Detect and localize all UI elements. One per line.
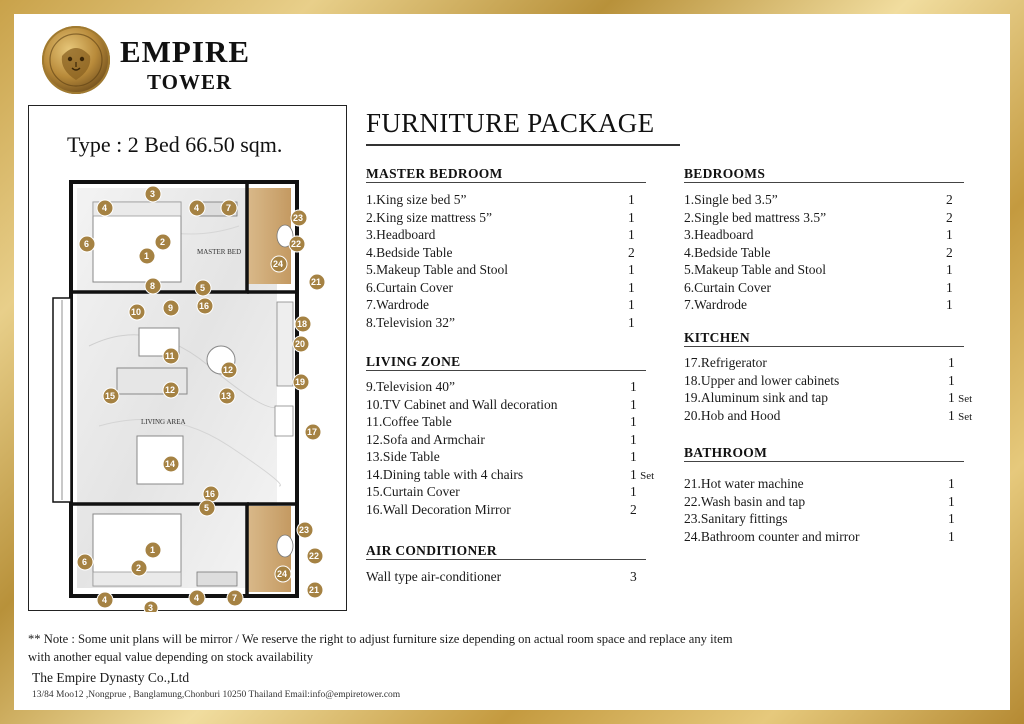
item-qty: 1 [630, 432, 637, 447]
room-label-master-bed: MASTER BED [197, 248, 242, 256]
item-qty: 1 [628, 262, 635, 277]
list-item: 8.Television 32” [366, 315, 456, 330]
disclaimer-note [28, 630, 988, 666]
item-qty: 2 [628, 245, 635, 260]
badge-23 [291, 210, 307, 226]
list-item: 4.Bedside Table [366, 245, 453, 260]
badge-21 [309, 274, 325, 290]
svg-text:22: 22 [309, 551, 320, 561]
list-item: 14.Dining table with 4 chairs [366, 467, 524, 482]
heading-kitchen: KITCHEN [684, 330, 750, 345]
item-qty: 1 Set [948, 408, 973, 423]
badge-17 [305, 424, 321, 440]
svg-text:7: 7 [232, 593, 238, 603]
badge-10 [129, 304, 145, 320]
list-item: 2.Single bed mattress 3.5” [684, 210, 827, 225]
svg-text:24: 24 [277, 569, 288, 579]
svg-text:24: 24 [273, 259, 284, 269]
list-item: 19.Aluminum sink and tap [684, 390, 828, 405]
title-underline [366, 144, 680, 146]
svg-text:5: 5 [204, 503, 210, 513]
badge-22b [307, 548, 323, 564]
list-item: 18.Upper and lower cabinets [684, 373, 840, 388]
svg-text:4: 4 [194, 203, 200, 213]
svg-text:15: 15 [105, 391, 116, 401]
item-qty: 1 [948, 476, 955, 491]
badge-5b [199, 500, 215, 516]
item-qty: 1 [948, 494, 955, 509]
badge-2b [131, 560, 147, 576]
svg-text:1: 1 [144, 251, 150, 261]
badge-7b [227, 590, 243, 606]
badge-16 [197, 298, 213, 314]
badge-1 [139, 248, 155, 264]
list-item: 3.Headboard [684, 227, 754, 242]
list-item: 15.Curtain Cover [366, 484, 460, 499]
item-qty: 1 [630, 449, 637, 464]
divider [684, 182, 964, 183]
list-item: 4.Bedside Table [684, 245, 771, 260]
list-item: 7.Wardrode [366, 297, 430, 312]
badge-4b [189, 200, 205, 216]
svg-text:12: 12 [165, 385, 176, 395]
badge-12b [163, 382, 179, 398]
item-qty: 1 [630, 379, 637, 394]
badge-1b [145, 542, 161, 558]
list-item: 21.Hot water machine [684, 476, 804, 491]
company-name: The Empire Dynasty Co.,Ltd [32, 670, 190, 685]
svg-text:8: 8 [150, 281, 156, 291]
list-item: 17.Refrigerator [684, 355, 767, 370]
list-item: 3.Headboard [366, 227, 436, 242]
item-qty: 1 [946, 227, 953, 242]
divider [366, 182, 646, 183]
svg-text:18: 18 [297, 319, 308, 329]
brand-subname: TOWER [147, 70, 233, 94]
item-qty: 2 [946, 245, 953, 260]
item-qty: 1 [630, 484, 637, 499]
note-line: with another equal value depending on stock availability [28, 650, 314, 664]
divider [366, 370, 646, 371]
item-qty: 1 [948, 529, 955, 544]
badge-9 [163, 300, 179, 316]
badge-4d [189, 590, 205, 606]
badge-18 [295, 316, 311, 332]
list-item: 1.Single bed 3.5” [684, 192, 778, 207]
badge-7 [221, 200, 237, 216]
divider [684, 461, 964, 462]
badge-19 [293, 374, 309, 390]
list-item: 5.Makeup Table and Stool [684, 262, 827, 277]
badge-24 [271, 256, 287, 272]
item-qty: 3 [630, 569, 637, 584]
heading-bathroom: BATHROOM [684, 445, 768, 460]
svg-text:11: 11 [165, 351, 175, 361]
list-item: 1.King size bed 5” [366, 192, 467, 207]
badge-20 [293, 336, 309, 352]
list-item: 20.Hob and Hood [684, 408, 781, 423]
badge-22 [289, 236, 305, 252]
badge-14 [163, 456, 179, 472]
list-item: 7.Wardrode [684, 297, 748, 312]
svg-text:16: 16 [205, 489, 216, 499]
item-qty: 1 [628, 280, 635, 295]
badge-11 [163, 348, 179, 364]
svg-text:4: 4 [194, 593, 200, 603]
floor-plan-drawing [29, 106, 348, 612]
floor-plan [28, 105, 347, 611]
list-item: 24.Bathroom counter and mirror [684, 529, 860, 544]
list-item: 9.Television 40” [366, 379, 456, 394]
heading-master-bedroom: MASTER BEDROOM [366, 166, 503, 181]
list-item: 12.Sofa and Armchair [366, 432, 485, 447]
item-qty: 1 [628, 210, 635, 225]
svg-text:20: 20 [295, 339, 306, 349]
badge-4 [97, 200, 113, 216]
divider [684, 346, 964, 347]
svg-text:13: 13 [221, 391, 232, 401]
badge-15 [103, 388, 119, 404]
svg-text:23: 23 [293, 213, 304, 223]
svg-text:23: 23 [299, 525, 310, 535]
item-qty: 1 [630, 414, 637, 429]
item-qty: 1 [628, 297, 635, 312]
badge-2 [155, 234, 171, 250]
list-item: 2.King size mattress 5” [366, 210, 492, 225]
svg-text:4: 4 [102, 595, 108, 605]
item-qty: 1 [628, 227, 635, 242]
list-item: 10.TV Cabinet and Wall decoration [366, 397, 558, 412]
list-item: 11.Coffee Table [366, 414, 452, 429]
badge-12a [221, 362, 237, 378]
svg-text:21: 21 [311, 277, 322, 287]
svg-text:9: 9 [168, 303, 174, 313]
svg-text:22: 22 [291, 239, 302, 249]
list-item: 6.Curtain Cover [366, 280, 453, 295]
badge-24b [275, 566, 291, 582]
list-item: 23.Sanitary fittings [684, 511, 788, 526]
badge-23b [297, 522, 313, 538]
badge-13 [219, 388, 235, 404]
badge-6 [79, 236, 95, 252]
lion-emblem-icon [42, 26, 110, 94]
svg-text:2: 2 [136, 563, 142, 573]
brochure-sheet [14, 14, 1010, 710]
list-item: Wall type air-conditioner [366, 569, 502, 584]
item-qty: 1 [946, 262, 953, 277]
list-item: 16.Wall Decoration Mirror [366, 502, 511, 517]
heading-living-zone: LIVING ZONE [366, 354, 461, 369]
svg-text:7: 7 [226, 203, 232, 213]
badge-16b [203, 486, 219, 502]
package-title: FURNITURE PACKAGE [366, 108, 655, 138]
list-item: 13.Side Table [366, 449, 440, 464]
badge-3 [145, 186, 161, 202]
badge-5 [195, 280, 211, 296]
item-qty: 1 [948, 511, 955, 526]
svg-text:16: 16 [199, 301, 210, 311]
brand-name: EMPIRE [120, 34, 250, 69]
svg-text:19: 19 [295, 377, 306, 387]
badge-21b [307, 582, 323, 598]
item-qty: 2 [946, 192, 953, 207]
svg-text:5: 5 [200, 283, 206, 293]
note-line: ** Note : Some unit plans will be mirror / We reserve the right to adjust furniture size depending on actual room space and replace any item [28, 632, 733, 646]
company-address: 13/84 Moo12 ,Nongprue , Banglamung,Chonburi 10250 Thailand Email:info@empiretower.com [32, 690, 401, 700]
svg-text:17: 17 [307, 427, 318, 437]
badge-8 [145, 278, 161, 294]
divider [366, 559, 646, 560]
svg-text:12: 12 [223, 365, 234, 375]
badge-4c [97, 592, 113, 608]
badge-3b [144, 601, 158, 612]
unit-type-label: Type : 2 Bed 66.50 sqm. [67, 132, 283, 157]
item-qty: 1 [946, 297, 953, 312]
svg-text:10: 10 [131, 307, 142, 317]
svg-text:1: 1 [150, 545, 156, 555]
item-qty: 1 [948, 373, 955, 388]
svg-text:14: 14 [165, 459, 176, 469]
item-qty: 1 Set [630, 467, 655, 482]
item-qty: 1 [628, 315, 635, 330]
item-qty: 2 [946, 210, 953, 225]
room-label-living-area: LIVING AREA [141, 418, 186, 426]
svg-text:4: 4 [102, 203, 108, 213]
item-qty: 1 [628, 192, 635, 207]
list-item: 6.Curtain Cover [684, 280, 771, 295]
svg-text:2: 2 [160, 237, 166, 247]
item-qty: 2 [630, 502, 637, 517]
badge-6b [77, 554, 93, 570]
svg-text:3: 3 [150, 189, 156, 199]
item-qty: 1 Set [948, 390, 973, 405]
svg-text:6: 6 [82, 557, 88, 567]
heading-bedrooms: BEDROOMS [684, 166, 766, 181]
list-item: 22.Wash basin and tap [684, 494, 806, 509]
item-qty: 1 [630, 397, 637, 412]
item-qty: 1 [948, 355, 955, 370]
item-qty: 1 [946, 280, 953, 295]
svg-text:21: 21 [309, 585, 320, 595]
svg-text:6: 6 [84, 239, 90, 249]
list-item: 5.Makeup Table and Stool [366, 262, 509, 277]
svg-text:3: 3 [148, 603, 154, 612]
heading-air-conditioner: AIR CONDITIONER [366, 543, 497, 558]
